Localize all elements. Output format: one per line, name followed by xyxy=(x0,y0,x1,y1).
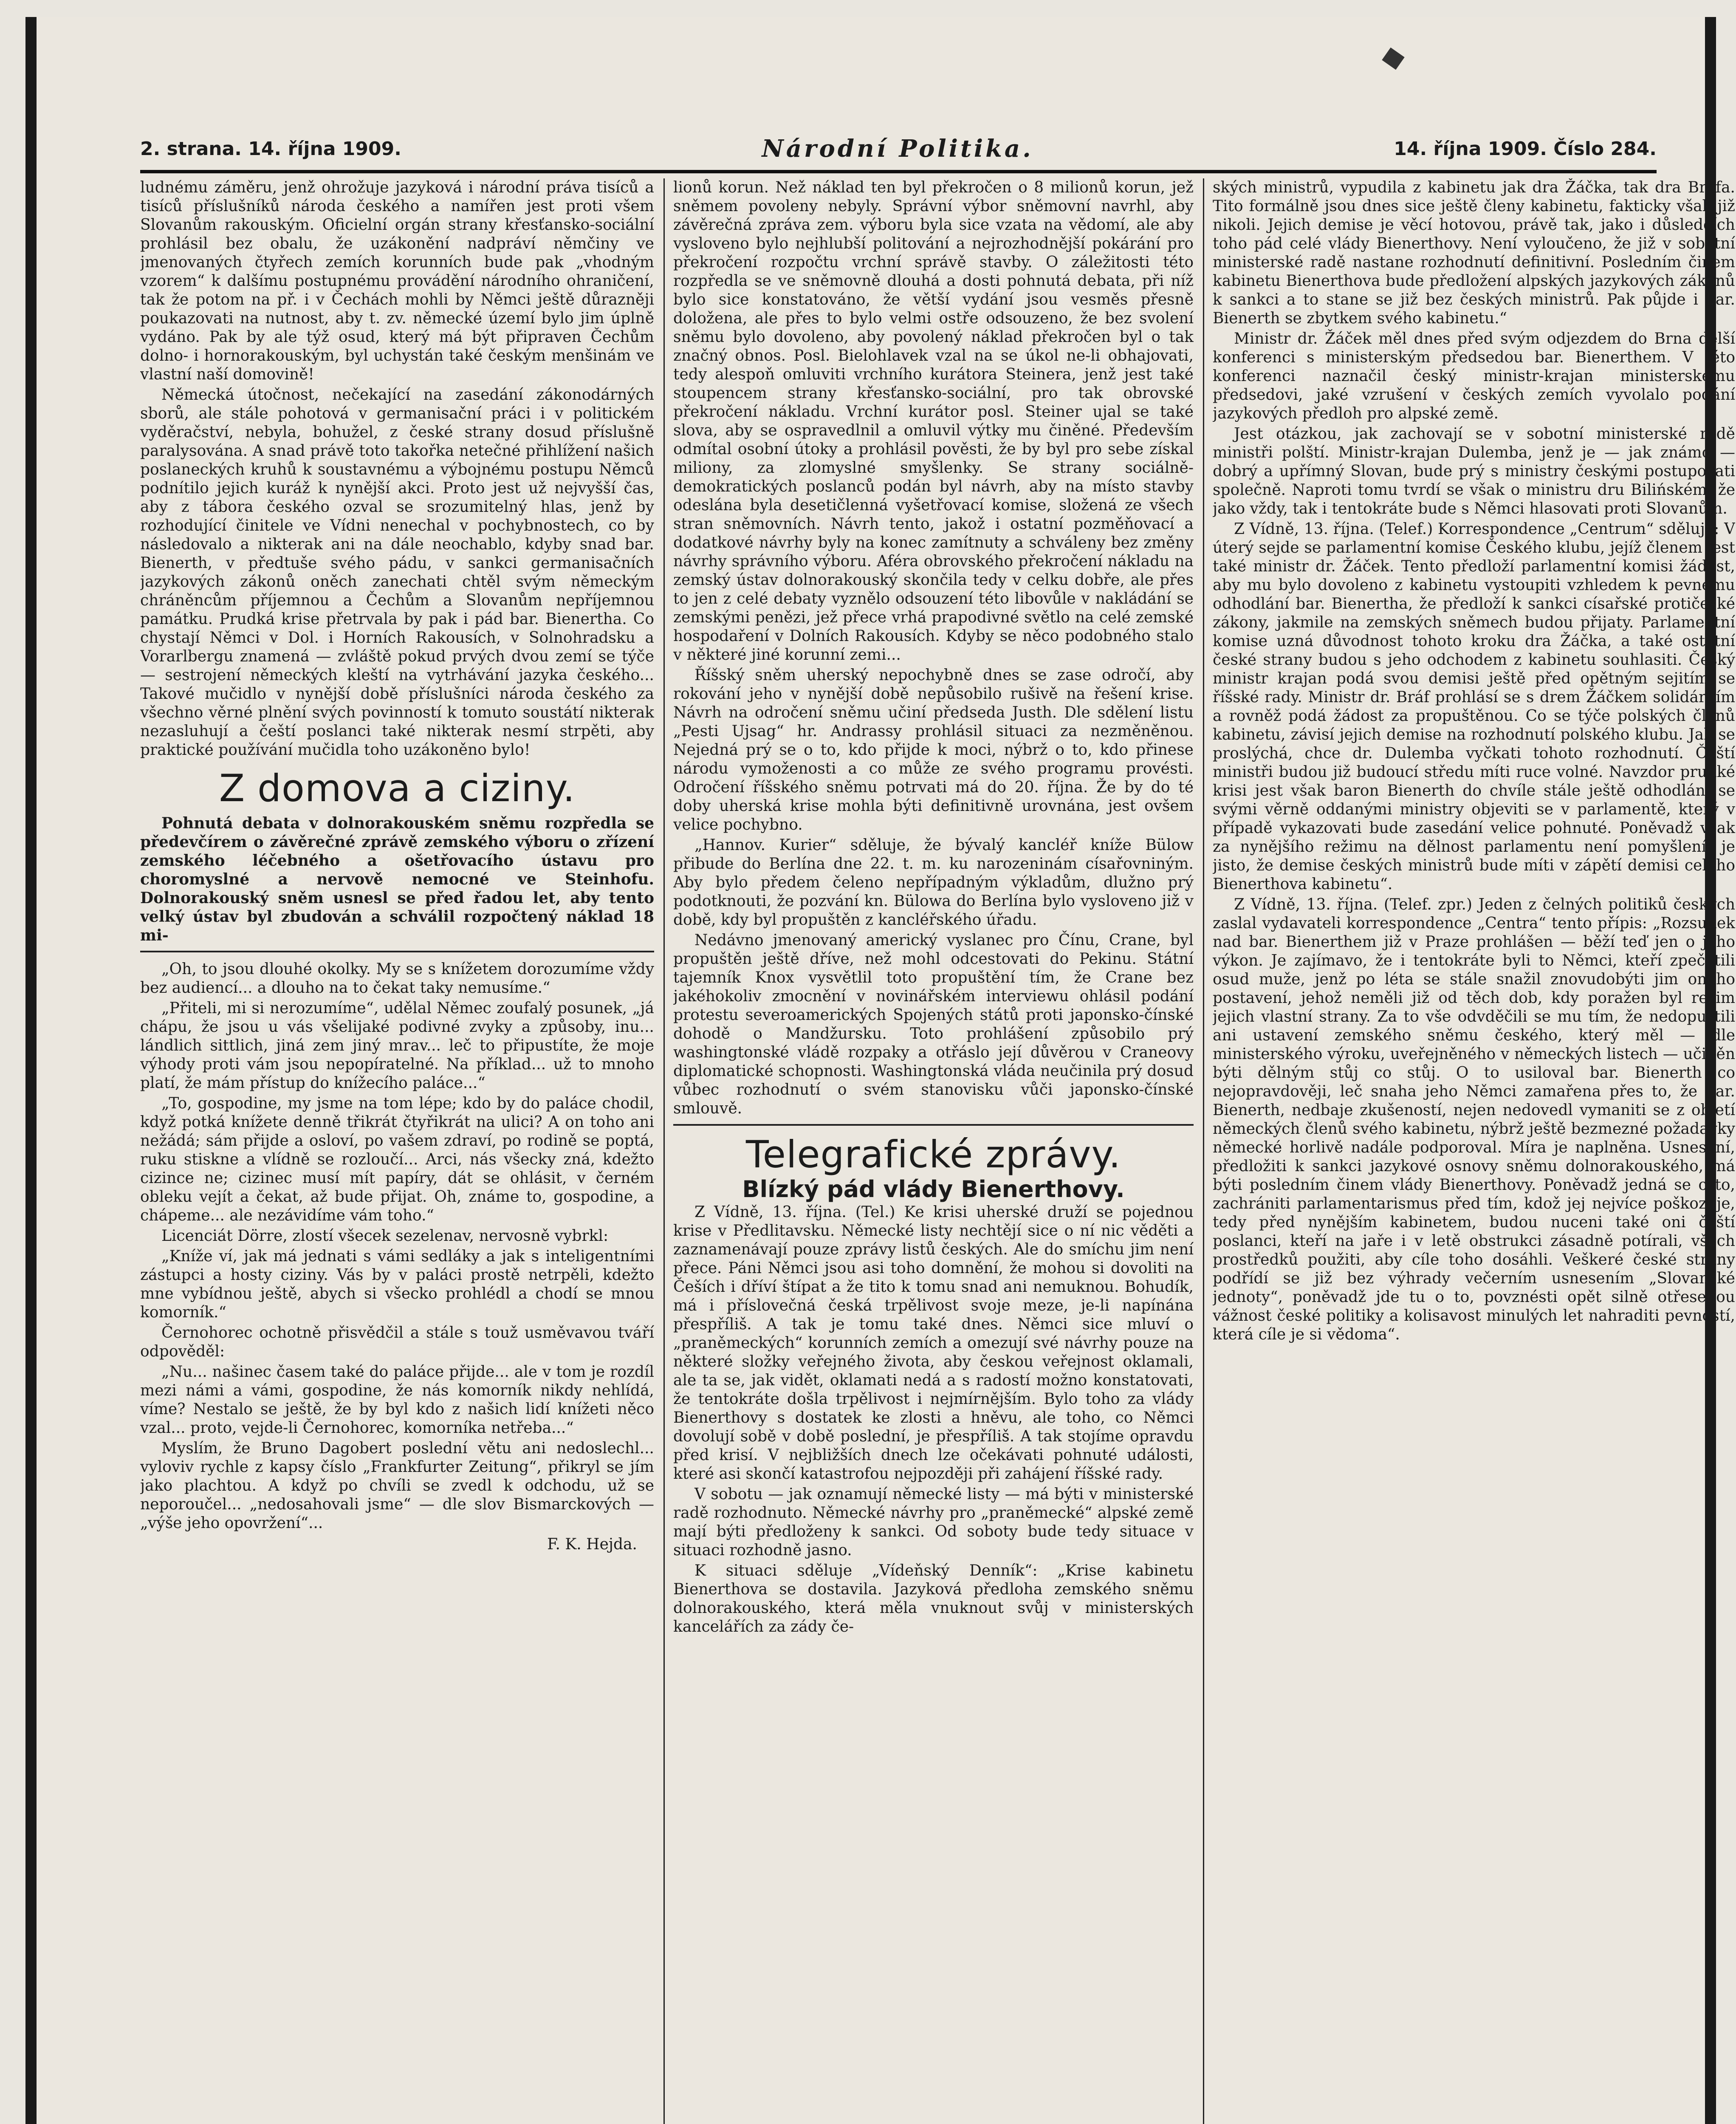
author-signature: F. K. Hejda. xyxy=(547,1536,637,1553)
section-heading: Telegrafické zprávy. xyxy=(746,1133,1121,1176)
column-3 xyxy=(1213,178,1735,2124)
header-date-left: 2. strana. 14. října 1909. xyxy=(140,138,401,160)
paragraph: Pohnutá debata v dolnorakouském sněmu rozpředla se předevčírem o závěrečné zprávě zemského výboru o zřízení zemského léčebného a ošetřovacího ústavu pro choromyslné a nervově nemocné ve Steinhofu. Dolnorakouský sněm usnesl se před řadou let, aby tento velký ústav byl zbudován a schválil rozpočtený náklad 18 mi- xyxy=(140,814,654,944)
feuilleton-paragraph: Licenciát Dörre, zlostí všecek sezelenav, nervosně vybrkl: xyxy=(161,1227,609,1245)
paragraph: K situaci sděluje „Vídeňský Denník“: „Krise kabinetu Bienerthova se dostavila. Jazyková předloha zemského sněmu dolnorakouského, která měla vnuknout svůj v ministerských kancelářích za zády če- xyxy=(673,1562,1194,1635)
feuilleton-paragraph: „To, gospodine, my jsme na tom lépe; kdo by do paláce chodil, když potká knížete denně třikrát čtyřikrát na ulici? A on toho ani nežádá; sám přijde a osloví, po vašem zdraví, po rodině se poptá, ruku stiskne a vlídně se rozloučí... Arci, nás všecky zná, kdežto cizince ne; cizinec musí mít papíry, dát se ohlásit, v černém obleku vejít a čekat, až bude přijat. Oh, známe to, gospodine, a chápeme... ale nezávidíme vám toho.“ xyxy=(140,1095,654,1224)
scan-border-left xyxy=(25,17,37,2124)
column-2 xyxy=(673,178,1194,2124)
scan-mark xyxy=(1382,48,1404,70)
page-header xyxy=(140,125,1657,172)
newspaper-page xyxy=(25,17,1735,2124)
paragraph: Jest otázkou, jak zachovají se v sobotní ministerské radě ministři polští. Ministr-krajan Dulemba, jenž je — jak známo — dobrý a upřímný Slovan, bude prý s ministry českými postupovati společně. Naproti tomu tvrdí se však o ministru dru Bilińském, že jako vždy, tak i tentokráte bude s Němci hlasovati proti Slovanům. xyxy=(1213,425,1735,517)
paragraph: „Hannov. Kurier“ sděluje, že bývalý kancléř kníže Bülow přibude do Berlína dne 22. t. m. ku narozeninám císařovniným. Aby bylo předem čeleno nepřípadným výkladům, dlužno prý podotknouti, že pozvání kn. Bülowa do Berlína bylo vysloveno již v době, kdy byl propuštěn z kancléřského úřadu. xyxy=(673,836,1194,929)
feuilleton-paragraph: „Oh, to jsou dlouhé okolky. My se s knížetem dorozumíme vždy bez audiencí... a dlouho na to čekat taky nemusíme.“ xyxy=(140,960,654,997)
header-date-right: 14. října 1909. Číslo 284. xyxy=(1394,138,1657,160)
feuilleton-paragraph: „Přiteli, mi si nerozumíme“, udělal Němec zoufalý posunek, „já chápu, že jsou u vás všelijaké podivné zvyky a způsoby, inu... lándlich sittlich, jiná zem jiný mrav... leč to připustíte, že moje výhody proti vám jsou nepopíratelné. Na příklad... už to mnoho platí, že mám přístup do knížecího paláce...“ xyxy=(140,1000,654,1092)
header-rule xyxy=(140,170,1657,173)
paragraph: Z Vídně, 13. října. (Telef.) Korrespondence „Centrum“ sděluje: V úterý sejde se parlamentní komise Českého klubu, jejíž členem jest také ministr dr. Žáček. Tento předloží parlamentní komisi žádost, aby mu bylo dovoleno z kabinetu vystoupiti vzhledem k pevnému odhodlání bar. Bienertha, že předloží k sankci císařské protičeské zákony, jakmile na zemských sněmech budou přijaty. Parlamentní komise uzná důvodnost tohoto kroku dra Žáčka, a také ostatní české strany budou s jeho odchodem z kabinetu souhlasiti. Český ministr krajan podá svou demisi ještě před opětným sejitím se říšské rady. Ministr dr. Bráf prohlásí se s drem Žáčkem solidárním a rovněž podá žádost za propuštěnou. Co se týče polských členů kabinetu, závisí jejich demise na rozhodnutí polského klubu. Jak se proslýchá, chce dr. Dulemba vyčkati tohoto rozhodnutí. Čeští ministři budou již budoucí středu míti ruce volné. Navzdor prudké krisi jest však baron Bienerth do chvíle stále ještě odhodlán, se svými věrně oddanými ministry objeviti se v parlamentě, který v případě vykazovati bude zasedání velice pohnuté. Poněvadž však za nynějšího režimu na dělnost parlamentu není pomyšlení, je jisto, že demise českých ministrů bude míti v zápětí demisi celého Bienerthova kabinetu“. xyxy=(1213,520,1735,893)
paragraph: V sobotu — jak oznamují německé listy — má býti v ministerské radě rozhodnuto. Německé návrhy pro „praněmecké“ alpské země mají býti předloženy k sankci. Od soboty bude tedy situace v situaci rozhodně jasno. xyxy=(673,1486,1194,1559)
column-1 xyxy=(140,178,654,2124)
article-subheading: Blízký pád vlády Bienerthovy. xyxy=(742,1176,1125,1203)
feuilleton-paragraph: „Nu... našinec časem také do paláce přijde... ale v tom je rozdíl mezi námi a vámi, gospodine, že nás komorník nikdy nehlídá, víme? Nestalo se ještě, že by byl kdo z našich lidí knížeti něco vzal... proto, vejde-li Černohorec, komorníka netřeba...“ xyxy=(140,1363,654,1437)
paragraph: Ministr dr. Žáček měl dnes před svým odjezdem do Brna delší konferenci s ministerským předsedou bar. Bienerthem. V této konferenci naznačil český ministr-krajan ministerskému předsedovi, jaké vzrušení v českých zemích vyvolalo podání jazykových předloh pro alpské země. xyxy=(1213,330,1735,422)
paragraph: Z Vídně, 13. října. (Tel.) Ke krisi uherské druží se pojednou krise v Předlitavsku. Německé listy nechtějí sice o ní nic věděti a zaznamenávají pouze zprávy listů českých. Ale do smíchu jim není přece. Páni Němci jsou asi toho domnění, že mohou si dovoliti na Češích i dříví štípat a že tito k tomu snad ani nemuknou. Bohudík, má i příslovečná česká trpělivost svoje meze, je-li napínána přespříliš. A tak je tomu také dnes. Němci sice mluví o „praněmeckých“ korunních zemích a omezují své návrhy pouze na některé složky veřejného života, aby českou veřejnost oklamali, ale ta se, jak vidět, oklamati nedá a s radostí možno konstatovati, že tentokráte došla trpělivost i nejmírnějším. Bylo toho za vlády Bienerthovy s dostatek ke zlosti a hněvu, ale toho, co Němci dovolují sobě v době poslední, je přespříliš. A tak stojíme opravdu před krisí. V nejbližších dnech lze očekávati pohnuté události, které asi skončí katastrofou nejpozději při zahájení říšské rady. xyxy=(673,1203,1194,1483)
section-heading: Z domova a ciziny. xyxy=(219,766,576,810)
paragraph: Z Vídně, 13. října. (Telef. zpr.) Jeden z čelných politiků českých zaslal vydavateli korrespondence „Centra“ tento přípis: „Rozsudek nad bar. Bienerthem již v Praze prohlášen — běží teď jen o jeho výkon. Je zajímavo, že i tentokráte byli to Němci, kteří zpečetili osud muže, jenž po léta se stále snažil znovudobýti jim onoho postavení, jehož neměli již od těch dob, kdy poražen byl režim jejich vlastní strany. Za to vše odvděčili se mu tím, že nedopustili ani ustavení zemského sněmu českého, který měl — dle ministerského výroku, uveřejněného v německých listech — učiněn býti dělným stůj co stůj. O to usiloval bar. Bienerth co nejopravdověji, leč snaha jeho Němci zamařena přes to, že bar. Bienerth, nedbaje zkušeností, nejen nedovedl vymaniti se z objetí německých členů svého kabinetu, nýbrž ještě bezmezné požadavky německé horlivě nadále podporoval. Míra je naplněna. Usnesení, předložiti k sankci jazykové osnovy sněmu dolnorakouského, má býti posledním činem vlády Bienerthovy. Poněvadž jedná se o to, zachrániti parlamentarismus před tím, kdož jej nejvíce poškozuje, tedy před nynějším kabinetem, budou nuceni také oni čeští poslanci, kteří na jaře i v letě obstrukci zásadně potírali, všech prostředků použiti, aby cíle toho dosáhli. Veškeré české strany podřídí se již bez výhrady večerním usnesením „Slovanské jednoty“, poněvadž jde tu o to, povznésti opět silně otřesenou vážnost české politiky a kolisavost minulých let nahraditi pevností, která cíle je si vědoma“. xyxy=(1213,896,1735,1343)
column-divider xyxy=(663,178,665,2124)
paragraph: ských ministrů, vypudila z kabinetu jak dra Žáčka, tak dra Bráfa. Tito formálně jsou dnes sice ještě členy kabinetu, fakticky však již nikoli. Jejich demise je věcí hotovou, právě tak, jako i důsledcích toho pád celé vlády Bienerthovy. Není vyloučeno, že již v sobotní ministerské radě nastane rozhodnutí definitivní. Posledním činem kabinetu Bienerthova bude předložení alpských jazykových zákonů k sankci a to stane se již bez českých ministrů. Pak půjde i bar. Bienerth se zbytkem svého kabinetu.“ xyxy=(1213,179,1735,327)
feuilleton-paragraph: „Kníže ví, jak má jednati s vámi sedláky a jak s inteligentními zástupci a hosty ciziny. Vás by v paláci prostě netrpěli, kdežto mne vybídnou ještě, abych si všecko prohlédl a chodí se mnou komorník.“ xyxy=(140,1248,654,1321)
paragraph: Říšský sněm uherský nepochybně dnes se zase odročí, aby rokování jeho v nynější době nepůsobilo rušivě na řešení krise. Návrh na odročení sněmu učiní předseda Justh. Dle sdělení listu „Pesti Ujsag“ hr. Andrassy prohlásil situaci za nezměněnou. Nejedná prý se o to, kdo přijde k moci, nýbrž o to, kdo přinese národu vymoženosti a co může ze svého programu provésti. Odročení říšského sněmu potrvati má do 20. října. Že by do té doby uherská krise mohla býti definitivně urovnána, jest ovšem velice pochybno. xyxy=(673,667,1194,833)
feuilleton-paragraph: Myslím, že Bruno Dagobert poslední větu ani nedoslechl... vyloviv rychle z kapsy číslo „Frankfurter Zeitung“, přikryl se jím jako plachtou. A když po chvíli se zvedl k odchodu, už se neporoučel... „nedosahovali jsme“ — dle slov Bismarckových — „výše jeho opovržení“... xyxy=(140,1440,654,1532)
column-divider xyxy=(1203,178,1204,2124)
paragraph: ludnému záměru, jenž ohrožuje jazyková i národní práva tisíců a tisíců příslušníků národa českého a namířen jest proti všem Slovanům rakouským. Oficielní orgán strany křesťansko-sociální prohlásil bez obalu, že uzákonění nadpráví němčiny ve jmenovaných čtyřech zemích korunních bude pak „vhodným vzorem“ k dalšímu postupnému provádění národního ohraničení, tak že potom na př. i v Čechách mohli by Němci ještě důrazněji poukazovati na nutnost, aby t. zv. německé území bylo jim úplně vydáno. Pak by ale týž osud, který má být připraven Čechům dolno- i hornorakouským, byl uchystán také českým menšinám ve vlastní naší domovině! xyxy=(140,179,654,383)
bold-news-item xyxy=(140,814,654,945)
feuilleton-paragraph: Černohorec ochotně přisvědčil a stále s touž usměvavou tváří odpověděl: xyxy=(140,1324,654,1360)
section-rule xyxy=(140,951,654,952)
section-rule xyxy=(673,1124,1194,1126)
article-columns xyxy=(140,178,1735,2124)
paragraph: lionů korun. Než náklad ten byl překročen o 8 milionů korun, jež sněmem povoleny nebyly. Správní výbor sněmovní navrhl, aby závěrečná zpráva zem. výboru byla sice vzata na vědomí, ale aby vysloveno bylo nejhlubší politování a nejrozhodnější pokárání pro překročení rozpočtu vrchní správě stavby. O záležitosti této rozpředla se ve sněmovně dlouhá a dosti pohnutá debata, při níž bylo sice konstatováno, že větší vydání jsou vesměs přesně doložena, ale přes to bylo velmi ostře odsouzeno, že bez svolení sněmu bylo dovoleno, aby povolený náklad překročen byl o tak značný obnos. Posl. Bielohlavek vzal na se úkol ne-li obhajovati, tedy alespoň omluviti vrchního kurátora Steinera, jenž jest také stoupencem strany křesťansko-sociální, pro tak obrovské překročení nákladu. Vrchní kurátor posl. Steiner ujal se také slova, aby se ospravedlnil a omluvil výtky mu činěné. Především odmítal osobní útoky a prohlásil pověsti, že by byl pro sebe získal miliony, za zlomyslné smyšlenky. Se strany sociálně-demokratických poslanců podán byl návrh, aby na místo stavby odeslána byla desetičlenná vyšetřovací komise, složená ze všech stran sněmovních. Návrh tento, jakož i ostatní pozměňovací a dodatkové návrhy byly na konec zamítnuty a schváleny bez změny návrhy správního výboru. Aféra obrovského překročení nákladu na zemský ústav dolnorakouský skončila tedy v celku dobře, ale přes to jen z celé debaty vyznělo odsouzení této libovůle v nakládání se zemskými penězi, jež přece vrhá prapodivné světlo na celé zemské hospodaření v Dolních Rakousích. Kdyby se něco podobného stalo v některé jiné korunní zemi... xyxy=(673,179,1194,664)
paragraph: Nedávno jmenovaný americký vyslanec pro Čínu, Crane, byl propuštěn ještě dříve, než mohl odcestovati do Pekinu. Státní tajemník Knox vysvětlil toto propuštění tím, že Crane bez jakéhokoliv zmocnění v novinářském interviewu ohlásil podání protestu severoamerických Spojených států proti japonsko-čínské dohodě o Mandžursku. Toto prohlášení způsobilo prý washingtonské vládě rozpaky a otřáslo její důvěrou v Craneovy diplomatické schopnosti. Washingtonská vláda neučinila prý dosud vůbec rozhodnutí o svém stanovisku vůči japonsko-čínské smlouvě. xyxy=(673,932,1194,1117)
paragraph: Německá útočnost, nečekající na zasedání zákonodárných sborů, ale stále pohotová v germanisační práci i v politickém vyděračství, nebyla, bohužel, z české strany dosud příslušně paralysována. A snad právě toto takořka netečné přihlížení našich poslaneckých kruhů k soustavnému a výbojnému postupu Němců podnítilo jejich kuráž k nynější akci. Proto jest už nejvyšší čas, aby z tábora českého ozval se srozumitelný hlas, jenž by rozhodující činitele ve Vídni nenechal v pochybnostech, co by následovalo a nikterak ani na dále neochablo, kdyby snad bar. Bienerth, v předtuše svého pádu, v sankci germanisačních jazykových zákonů oněch zanechati chtěl svým německým chráněncům příjemnou a Čechům a Slovanům nepříjemnou památku. Prudká krise přetrvala by pak i pád bar. Bienertha. Co chystají Němci v Dol. i Horních Rakousích, v Solnohradsku a Vorarlbergu znamená — zvláště pokud prvých dvou zemí se týče — sestrojení německých kleští na vytrhávání jazyka českého... Takové mučidlo v nynější době příslušníci národa českého za všechno věrné plnění svých povinností k tomuto soustátí nikterak nezasluhují a čeští poslanci také nikterak nesmí strpěti, aby praktické používání mučidla toho uzákoněno bylo! xyxy=(140,386,654,759)
newspaper-title: Národní Politika. xyxy=(762,135,1033,163)
